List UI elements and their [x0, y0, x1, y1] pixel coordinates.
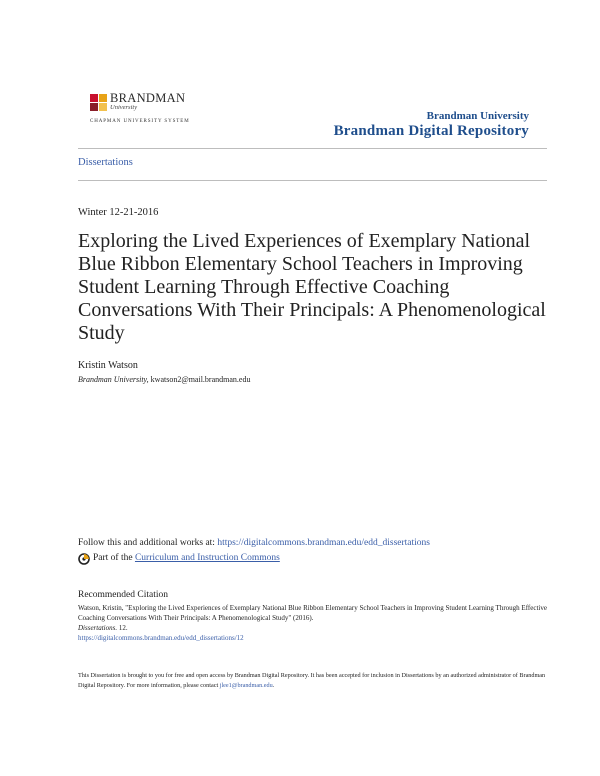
breadcrumb-dissertations[interactable]: Dissertations	[78, 157, 133, 168]
logo-square-2	[99, 94, 107, 102]
author-email: kwatson2@mail.brandman.edu	[150, 375, 251, 384]
part-of-link[interactable]: Curriculum and Instruction Commons	[134, 553, 280, 563]
recommended-citation-heading: Recommended Citation	[78, 590, 168, 600]
author-name: Kristin Watson	[78, 360, 138, 371]
follow-label: Follow this and additional works at:	[78, 538, 215, 548]
recommended-citation-body	[78, 603, 548, 643]
citation-text: Watson, Kristin, "Exploring the Lived Experiences of Exemplary National Blue Ribbon Elementary School Teachers in Improving Student Learning Through Effective Coaching Conversations With Their Principals: A Phenomenological Study" (2016).	[78, 604, 547, 622]
logo-square-3	[90, 103, 98, 111]
header-divider	[78, 148, 547, 149]
access-end: .	[272, 682, 275, 689]
access-statement	[78, 671, 548, 691]
breadcrumb-divider	[78, 180, 547, 181]
author-institution: Brandman University,	[78, 375, 149, 384]
follow-line	[78, 538, 430, 548]
part-of-line	[93, 553, 280, 563]
follow-link[interactable]: https://digitalcommons.brandman.edu/edd_dissertations	[217, 538, 430, 548]
citation-url[interactable]: https://digitalcommons.brandman.edu/edd_dissertations/12	[78, 634, 244, 642]
dissertation-title: Exploring the Lived Experiences of Exemplary National Blue Ribbon Elementary School Teachers in Improving Student Learning Through Effective Coaching Conversations With Their Principals: A Phenomenological Study	[78, 230, 546, 344]
commons-icon-wedge	[84, 554, 89, 559]
repository-title[interactable]: Brandman Digital Repository	[333, 123, 529, 139]
brandman-logo	[90, 93, 190, 127]
part-of-label: Part of the	[93, 553, 133, 563]
citation-number: 12.	[118, 624, 128, 632]
access-text: This Dissertation is brought to you for free and open access by Brandman Digital Repository. It has been accepted for inclusion in Dissertations by an authorized administrator of Brandman Digital Repository. For more information, please contact	[78, 672, 546, 689]
publication-date: Winter 12-21-2016	[78, 207, 159, 218]
brandman-logo-mark-icon	[90, 94, 107, 111]
logo-square-4	[99, 103, 107, 111]
logo-system: CHAPMAN UNIVERSITY SYSTEM	[90, 119, 190, 124]
author-affiliation	[78, 375, 250, 384]
repository-university[interactable]: Brandman University	[426, 110, 529, 122]
logo-name: BRANDMAN	[110, 91, 186, 105]
logo-square-1	[90, 94, 98, 102]
citation-series: Dissertations.	[78, 624, 118, 632]
commons-network-icon	[78, 553, 90, 565]
contact-email-link[interactable]: jlee1@brandman.edu	[219, 682, 273, 689]
logo-subtitle: University	[110, 104, 138, 111]
